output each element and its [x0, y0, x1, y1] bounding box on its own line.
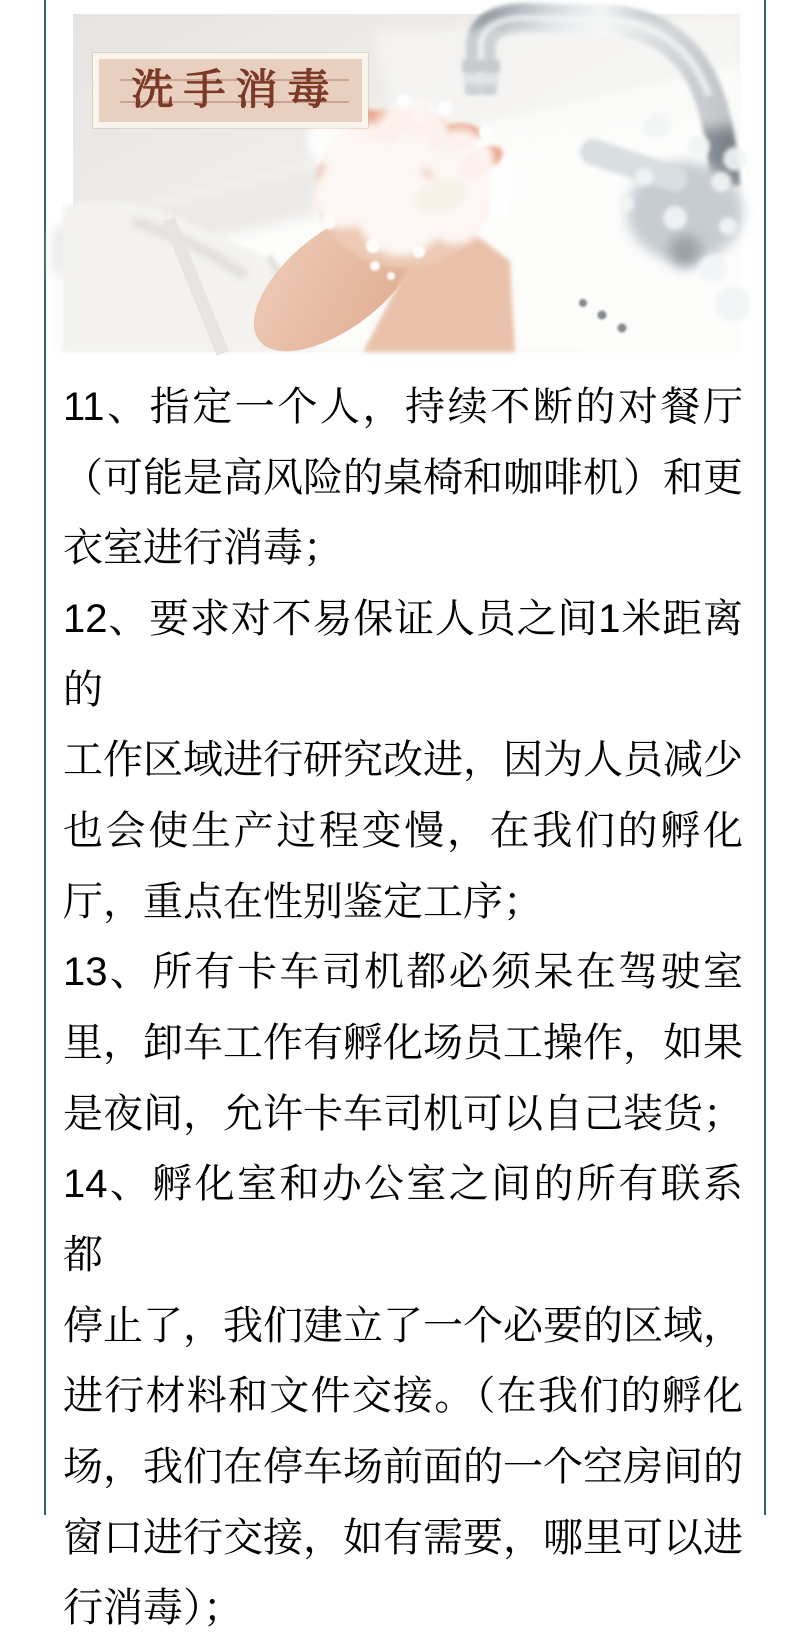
body-text-line: 窗口进行交接，如有需要，哪里可以进: [63, 1515, 743, 1560]
body-text-line: 11、指定一个人，持续不断的对餐厅: [63, 385, 743, 429]
body-text-line: 进行材料和文件交接。（在我们的孵化: [63, 1374, 743, 1419]
body-text-line: 12、要求对不易保证人员之间1米距离的: [63, 596, 743, 712]
left-border-line: [44, 0, 46, 1515]
article-paragraph: [63, 937, 743, 1149]
body-text-line: 行消毒）；: [63, 1586, 243, 1631]
right-border-line: [764, 0, 766, 1515]
body-text-line: （可能是高风险的桌椅和咖啡机）和更: [63, 455, 743, 500]
handwashing-photo: [73, 14, 740, 352]
body-text-line: 13、所有卡车司机都必须呆在驾驶室: [63, 950, 743, 995]
photo-caption-badge: [93, 53, 368, 128]
body-text-line: 也会使生产过程变慢，在我们的孵化: [63, 808, 743, 853]
body-text-line: 是夜间，允许卡车司机可以自己装货；: [63, 1091, 743, 1136]
article-body: [63, 372, 743, 1644]
article-paragraph: [63, 584, 743, 937]
body-text-line: 停止了，我们建立了一个必要的区域，: [63, 1303, 743, 1348]
body-text-line: 14、孵化室和办公室之间的所有联系都: [63, 1162, 743, 1277]
article-paragraph: [63, 372, 743, 584]
article-paragraph: [63, 1149, 743, 1644]
photo-caption-text: 洗手消毒: [131, 67, 340, 114]
body-text-line: 场，我们在停车场前面的一个空房间的: [63, 1444, 743, 1489]
body-text-line: 衣室进行消毒；: [63, 526, 343, 571]
body-text-line: 里，卸车工作有孵化场员工操作，如果: [63, 1020, 743, 1065]
body-text-line: 工作区域进行研究改进，因为人员减少: [63, 738, 743, 783]
body-text-line: 厅，重点在性别鉴定工序；: [63, 879, 543, 924]
